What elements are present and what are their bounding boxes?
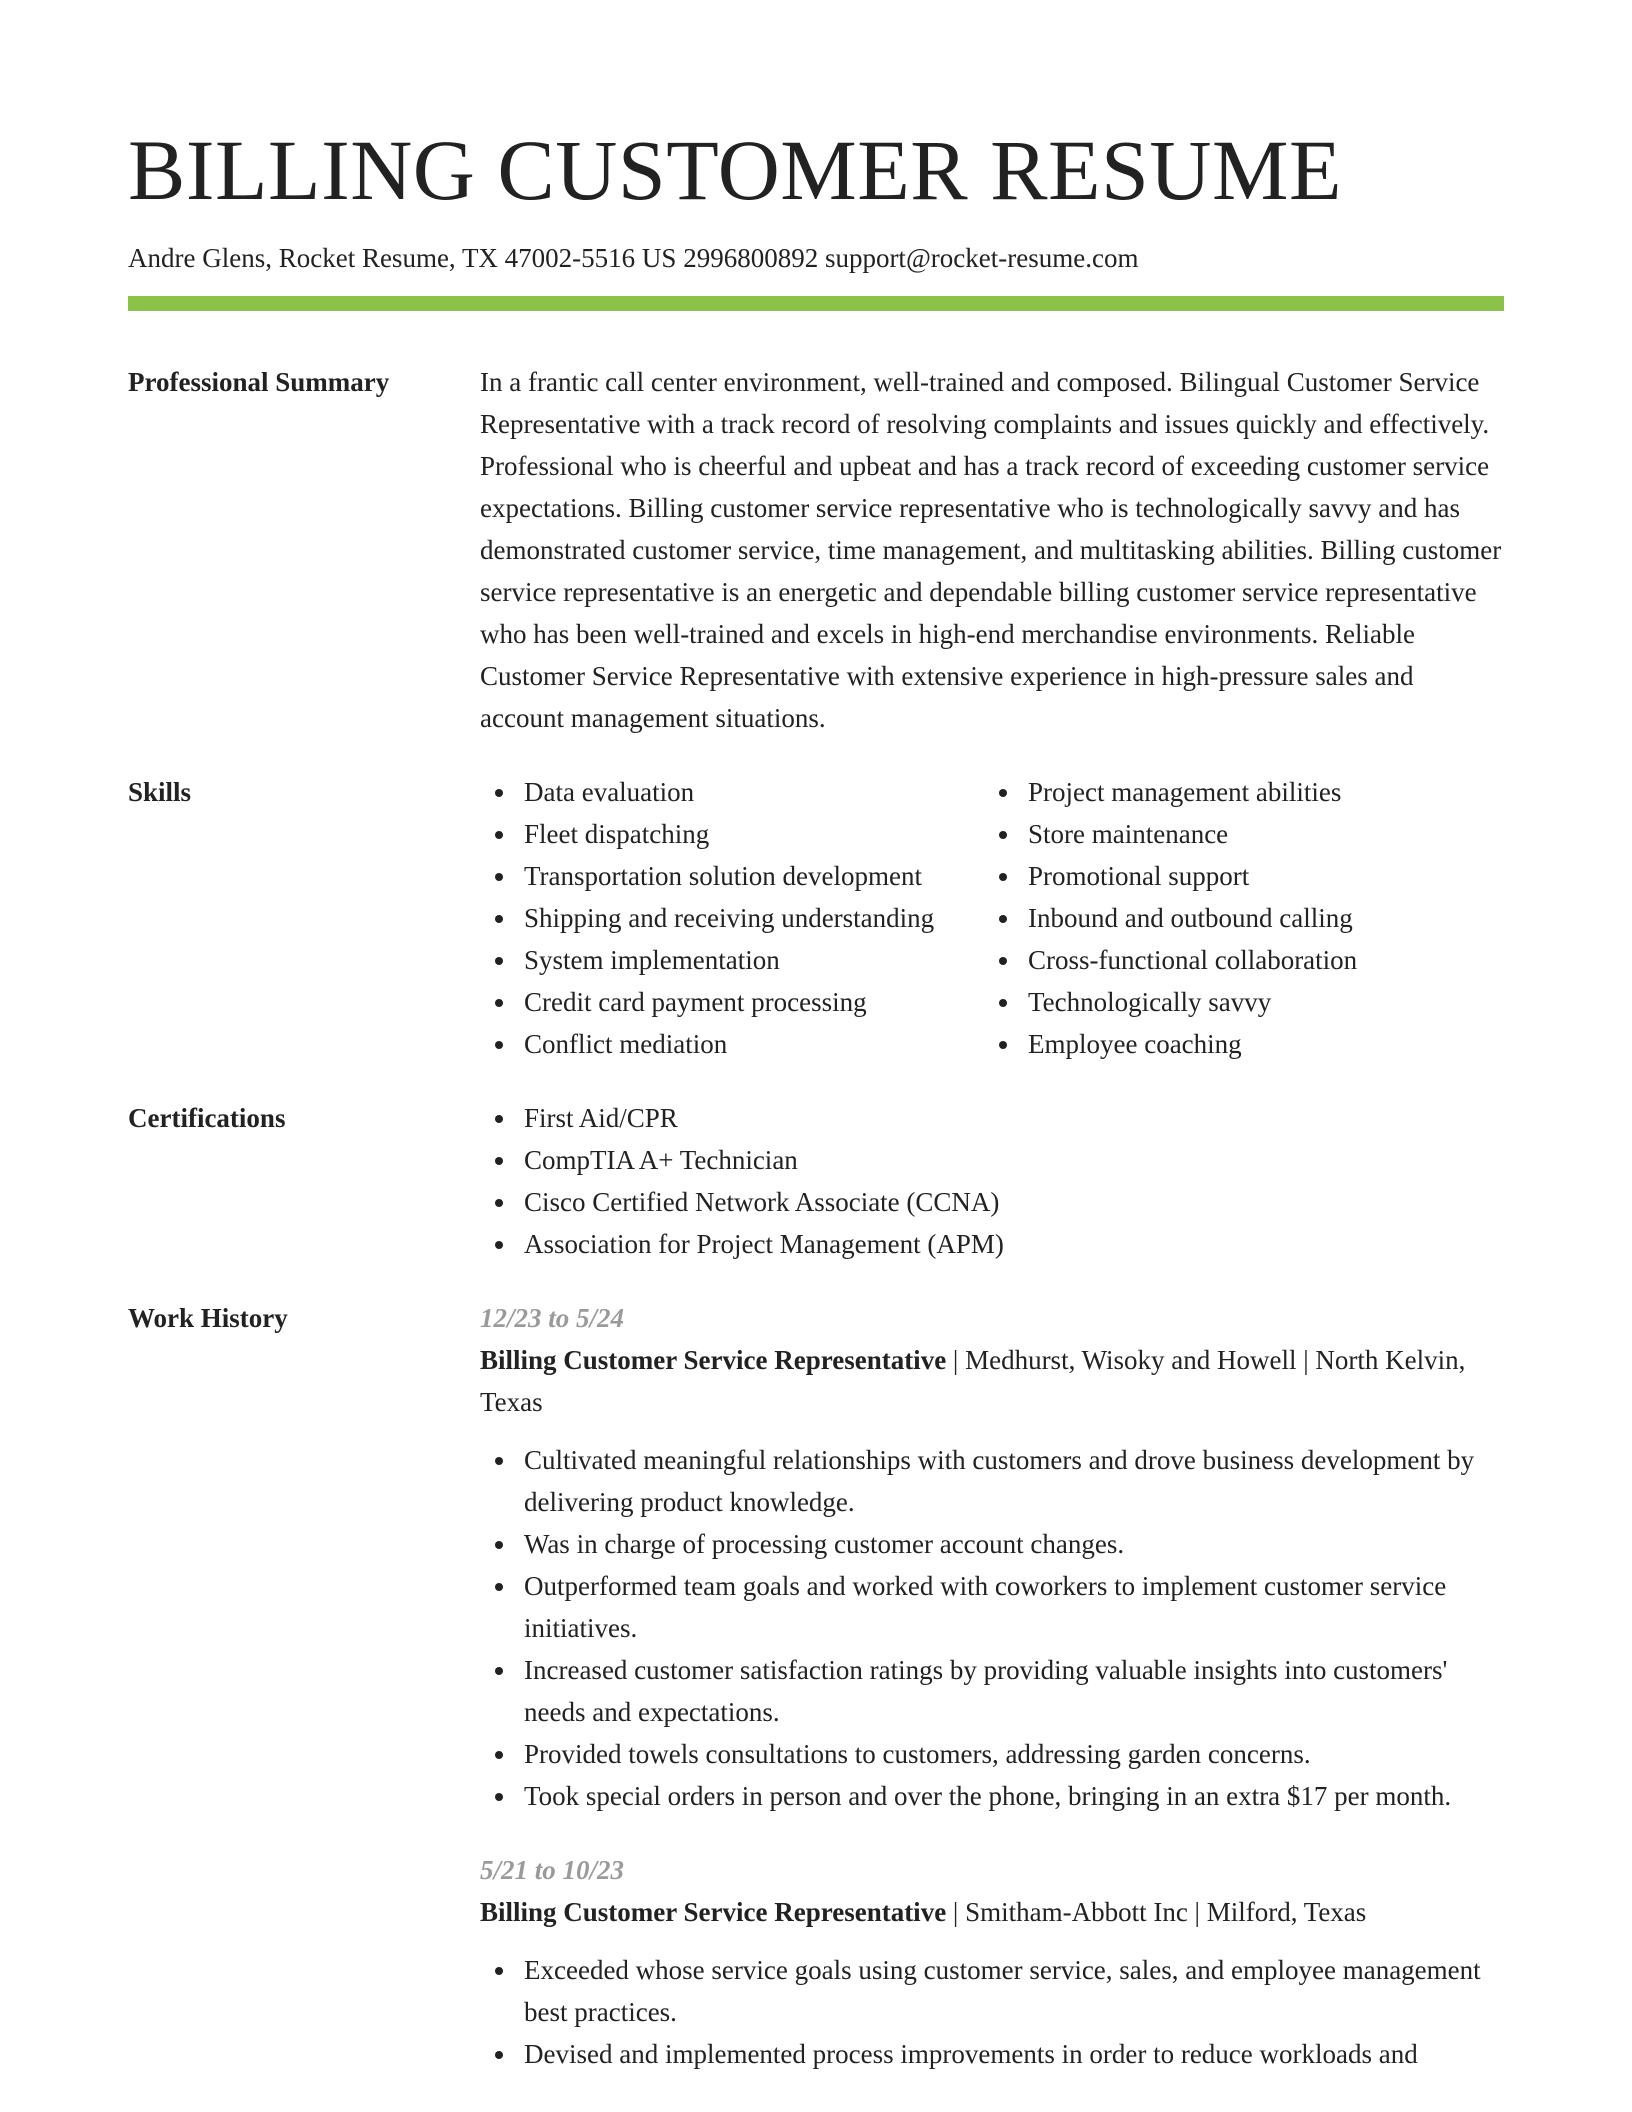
section-label-skills: Skills xyxy=(128,777,192,807)
certification-item: Cisco Certified Network Associate (CCNA) xyxy=(480,1181,1504,1223)
summary-text: In a frantic call center environment, well-trained and composed. Bilingual Customer Service Representative with a track record of resolving complaints and issues quickly and effectively. Professional who is cheerful and upbeat and has a track record of exceeding customer service expectations. Billing customer service representative who is technologically savvy and has demonstrated customer service, time management, and multitasking abilities. Billing customer service representative is an energetic and dependable billing customer service representative who has been well-trained and excels in high-end merchandise environments. Reliable Customer Service Representative with extensive experience in high-pressure sales and account management situations. xyxy=(480,367,1502,733)
job-dates: 12/23 to 5/24 xyxy=(480,1303,625,1333)
job-company-location: | Smitham-Abbott Inc | Milford, Texas xyxy=(946,1897,1367,1927)
job-bullet: Was in charge of processing customer account changes. xyxy=(480,1523,1504,1565)
certification-item: Association for Project Management (APM) xyxy=(480,1223,1504,1265)
summary-section xyxy=(128,361,1504,739)
section-label-summary: Professional Summary xyxy=(128,367,390,397)
skills-body xyxy=(480,771,1504,1065)
section-label-certifications: Certifications xyxy=(128,1103,286,1133)
skill-item: Transportation solution development xyxy=(480,855,984,897)
skill-item: Data evaluation xyxy=(480,771,984,813)
section-label-work-history: Work History xyxy=(128,1303,288,1333)
job-bullet: Provided towels consultations to customers, addressing garden concerns. xyxy=(480,1733,1504,1775)
job-company-location: | Medhurst, Wisoky and Howell | North Kelvin, Texas xyxy=(480,1345,1466,1417)
work-history-body xyxy=(480,1297,1504,2075)
skill-item: Cross-functional collaboration xyxy=(984,939,1504,981)
job-bullet: Increased customer satisfaction ratings by providing valuable insights into customers' needs and expectations. xyxy=(480,1649,1504,1733)
skill-item: Credit card payment processing xyxy=(480,981,984,1023)
work-history-section xyxy=(128,1297,1504,2075)
job-bullet: Devised and implemented process improvements in order to reduce workloads and xyxy=(480,2033,1504,2075)
job-heading xyxy=(480,1339,1504,1423)
skill-item: System implementation xyxy=(480,939,984,981)
job-entry xyxy=(480,1297,1504,1817)
resume-page xyxy=(128,0,1504,2075)
skills-list-right xyxy=(984,771,1504,1065)
job-bullet-list xyxy=(480,1949,1504,2075)
job-bullet: Took special orders in person and over the phone, bringing in an extra $17 per month. xyxy=(480,1775,1504,1817)
certification-item: CompTIA A+ Technician xyxy=(480,1139,1504,1181)
accent-divider xyxy=(128,296,1504,311)
job-bullet: Cultivated meaningful relationships with customers and drove business development by delivering product knowledge. xyxy=(480,1439,1504,1523)
certifications-list xyxy=(480,1097,1504,1265)
job-title: Billing Customer Service Representative xyxy=(480,1345,947,1375)
summary-body xyxy=(480,361,1504,739)
skill-item: Technologically savvy xyxy=(984,981,1504,1023)
job-bullet-list xyxy=(480,1439,1504,1817)
skill-item: Inbound and outbound calling xyxy=(984,897,1504,939)
certifications-body xyxy=(480,1097,1504,1265)
resume-title: BILLING CUSTOMER RESUME xyxy=(128,122,1342,218)
skill-item: Store maintenance xyxy=(984,813,1504,855)
job-entry xyxy=(480,1849,1504,2075)
skill-item: Shipping and receiving understanding xyxy=(480,897,984,939)
skill-item: Promotional support xyxy=(984,855,1504,897)
job-dates: 5/21 to 10/23 xyxy=(480,1855,625,1885)
job-bullet: Outperformed team goals and worked with coworkers to implement customer service initiatives. xyxy=(480,1565,1504,1649)
skills-list-left xyxy=(480,771,984,1065)
job-heading xyxy=(480,1891,1504,1933)
skills-section xyxy=(128,771,1504,1065)
job-title: Billing Customer Service Representative xyxy=(480,1897,947,1927)
skill-item: Fleet dispatching xyxy=(480,813,984,855)
certifications-section xyxy=(128,1097,1504,1265)
contact-line: Andre Glens, Rocket Resume, TX 47002-5516 US 2996800892 support@rocket-resume.com xyxy=(128,243,1139,273)
skill-item: Conflict mediation xyxy=(480,1023,984,1065)
skill-item: Project management abilities xyxy=(984,771,1504,813)
certification-item: First Aid/CPR xyxy=(480,1097,1504,1139)
skill-item: Employee coaching xyxy=(984,1023,1504,1065)
job-bullet: Exceeded whose service goals using customer service, sales, and employee management best practices. xyxy=(480,1949,1504,2033)
